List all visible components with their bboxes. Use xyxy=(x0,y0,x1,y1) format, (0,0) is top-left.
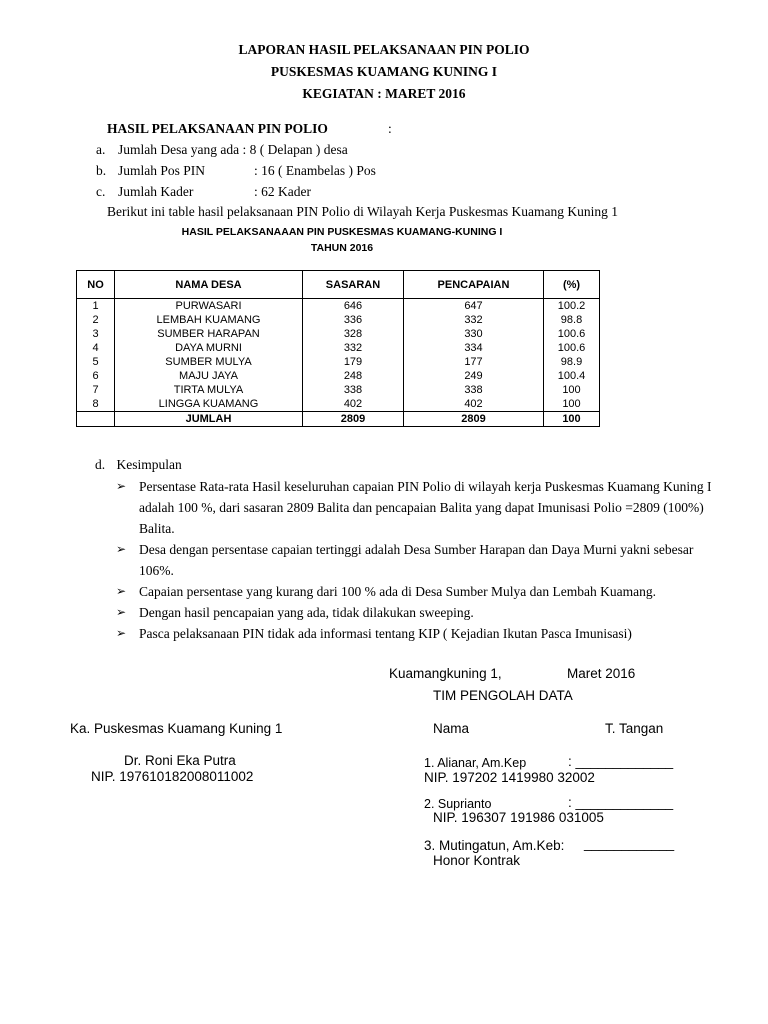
cell-sasaran: 179 xyxy=(303,355,404,369)
cell-nama-desa: MAJU JAYA xyxy=(115,369,303,383)
list-item xyxy=(116,581,716,602)
team-title: TIM PENGOLAH DATA xyxy=(433,688,573,703)
list-item-text: Jumlah Pos PIN xyxy=(118,163,206,178)
signature-place: Kuamangkuning 1, xyxy=(389,666,502,681)
cell-pencapaian: 647 xyxy=(404,299,544,314)
member-3-name: 3. Mutingatun, Am.Keb: xyxy=(424,838,565,853)
table-row xyxy=(77,299,600,314)
member-2-sign-line: : _____________ xyxy=(568,795,674,810)
kesimpulan-title: Kesimpulan xyxy=(116,457,182,472)
cell-persen: 100.6 xyxy=(544,327,600,341)
cell-pencapaian: 330 xyxy=(404,327,544,341)
cell-persen: 100.2 xyxy=(544,299,600,314)
cell-no: 7 xyxy=(77,383,115,397)
list-item-b xyxy=(0,163,768,181)
cell-sasaran: 332 xyxy=(303,341,404,355)
cell-pencapaian: 402 xyxy=(404,397,544,412)
cell-pencapaian: 177 xyxy=(404,355,544,369)
cell-total-persen: 100 xyxy=(544,412,600,427)
kesimpulan-list xyxy=(116,476,716,644)
header-pencapaian: PENCAPAIAN xyxy=(404,271,544,299)
arrow-bullet-icon: ➢ xyxy=(116,542,127,556)
cell-sasaran: 646 xyxy=(303,299,404,314)
bullet-text: Desa dengan persentase capaian tertinggi adalah Desa Sumber Harapan dan Daya Murni yakni sebesar 106%. xyxy=(139,542,694,578)
cell-no: 3 xyxy=(77,327,115,341)
cell-sasaran: 336 xyxy=(303,313,404,327)
table-row xyxy=(77,341,600,355)
column-tanda-tangan: T. Tangan xyxy=(605,721,664,736)
member-2-name: 2. Suprianto xyxy=(424,797,492,811)
kesimpulan-label: d. xyxy=(95,457,106,472)
table-header-row xyxy=(77,271,600,299)
bullet-text: Pasca pelaksanaan PIN tidak ada informasi tentang KIP ( Kejadian Ikutan Pasca Imunisasi) xyxy=(139,626,632,641)
kesimpulan-heading xyxy=(95,457,182,473)
cell-no: 4 xyxy=(77,341,115,355)
cell-nama-desa: DAYA MURNI xyxy=(115,341,303,355)
cell-persen: 98.9 xyxy=(544,355,600,369)
report-title-line-2: PUSKESMAS KUAMANG KUNING I xyxy=(270,64,498,79)
head-title: Ka. Puskesmas Kuamang Kuning 1 xyxy=(70,721,283,736)
bullet-text: Persentase Rata-rata Hasil keseluruhan capaian PIN Polio di wilayah kerja Puskesmas Kuamang Kuning I adalah 100 %, dari sasaran 2809 Balita dan pencapaian Balita yang dapat Imunisasi Polio =2809 (100%) Balita. xyxy=(139,479,712,536)
cell-nama-desa: TIRTA MULYA xyxy=(115,383,303,397)
header-no: NO xyxy=(77,271,115,299)
section-heading-colon: : xyxy=(388,121,392,136)
cell-nama-desa: LINGGA KUAMANG xyxy=(115,397,303,412)
list-item xyxy=(116,623,716,644)
cell-total-sasaran: 2809 xyxy=(303,412,404,427)
cell-nama-desa: PURWASARI xyxy=(115,299,303,314)
member-1-sign-line: : _____________ xyxy=(568,754,674,769)
arrow-bullet-icon: ➢ xyxy=(116,626,127,640)
bullet-text: Dengan hasil pencapaian yang ada, tidak dilakukan sweeping. xyxy=(139,605,474,620)
member-2-nip: NIP. 196307 191986 031005 xyxy=(433,810,604,825)
cell-nama-desa: SUMBER MULYA xyxy=(115,355,303,369)
table-subtitle: TAHUN 2016 xyxy=(310,242,374,254)
member-1-name: 1. Alianar, Am.Kep xyxy=(424,756,527,770)
table-title: HASIL PELAKSANAAAN PIN PUSKESMAS KUAMANG-KUNING I xyxy=(181,226,503,238)
table-row xyxy=(77,327,600,341)
cell-no: 2 xyxy=(77,313,115,327)
header-sasaran: SASARAN xyxy=(303,271,404,299)
cell-nama-desa: LEMBAH KUAMANG xyxy=(115,313,303,327)
table-row xyxy=(77,369,600,383)
report-title-line-3: KEGIATAN : MARET 2016 xyxy=(302,86,466,101)
list-item-label: c. xyxy=(96,184,106,199)
section-heading-hasil: HASIL PELAKSANAAN PIN POLIO xyxy=(107,121,328,136)
list-item-value: : 62 Kader xyxy=(254,184,311,199)
table-row xyxy=(77,383,600,397)
list-item-a xyxy=(0,142,768,160)
table-intro-text: Berikut ini table hasil pelaksanaan PIN Polio di Wilayah Kerja Puskesmas Kuamang Kuning 1 xyxy=(107,204,618,219)
results-table xyxy=(76,270,600,427)
cell-no: 6 xyxy=(77,369,115,383)
table-row xyxy=(77,397,600,412)
signature-date: Maret 2016 xyxy=(567,666,636,681)
list-item xyxy=(116,602,716,623)
member-3-status: Honor Kontrak xyxy=(433,853,521,868)
list-item-value: : 16 ( Enambelas ) Pos xyxy=(254,163,376,178)
list-item-label: b. xyxy=(96,163,107,178)
cell-total-pencapaian: 2809 xyxy=(404,412,544,427)
list-item-text: Jumlah Desa yang ada : 8 ( Delapan ) desa xyxy=(118,142,348,157)
head-name: Dr. Roni Eka Putra xyxy=(124,753,236,768)
table-row xyxy=(77,313,600,327)
column-nama: Nama xyxy=(433,721,470,736)
cell-persen: 100.6 xyxy=(544,341,600,355)
arrow-bullet-icon: ➢ xyxy=(116,584,127,598)
cell-total-label: JUMLAH xyxy=(115,412,303,427)
list-item-label: a. xyxy=(96,142,106,157)
arrow-bullet-icon: ➢ xyxy=(116,479,127,493)
cell-persen: 100 xyxy=(544,383,600,397)
cell-no: 5 xyxy=(77,355,115,369)
cell-persen: 100.4 xyxy=(544,369,600,383)
cell-persen: 100 xyxy=(544,397,600,412)
list-item xyxy=(116,539,716,581)
cell-pencapaian: 332 xyxy=(404,313,544,327)
bullet-text: Capaian persentase yang kurang dari 100 % ada di Desa Sumber Mulya dan Lembah Kuamang. xyxy=(139,584,656,599)
header-persen: (%) xyxy=(544,271,600,299)
cell-nama-desa: SUMBER HARAPAN xyxy=(115,327,303,341)
list-item xyxy=(116,476,716,539)
cell-no: 8 xyxy=(77,397,115,412)
member-1-nip: NIP. 197202 1419980 32002 xyxy=(424,770,595,785)
member-3-sign-line: ____________ xyxy=(584,836,675,851)
cell-sasaran: 402 xyxy=(303,397,404,412)
cell-no: 1 xyxy=(77,299,115,314)
cell-pencapaian: 249 xyxy=(404,369,544,383)
head-nip: NIP. 197610182008011002 xyxy=(91,769,254,784)
cell-sasaran: 338 xyxy=(303,383,404,397)
cell-pencapaian: 338 xyxy=(404,383,544,397)
header-nama-desa: NAMA DESA xyxy=(115,271,303,299)
cell-persen: 98.8 xyxy=(544,313,600,327)
table-row xyxy=(77,355,600,369)
cell-sasaran: 328 xyxy=(303,327,404,341)
cell-sasaran: 248 xyxy=(303,369,404,383)
cell-no xyxy=(77,412,115,427)
report-title-line-1: LAPORAN HASIL PELAKSANAAN PIN POLIO xyxy=(238,42,530,57)
list-item-text: Jumlah Kader xyxy=(118,184,194,199)
cell-pencapaian: 334 xyxy=(404,341,544,355)
list-item-c xyxy=(0,184,768,202)
arrow-bullet-icon: ➢ xyxy=(116,605,127,619)
table-total-row xyxy=(77,412,600,427)
